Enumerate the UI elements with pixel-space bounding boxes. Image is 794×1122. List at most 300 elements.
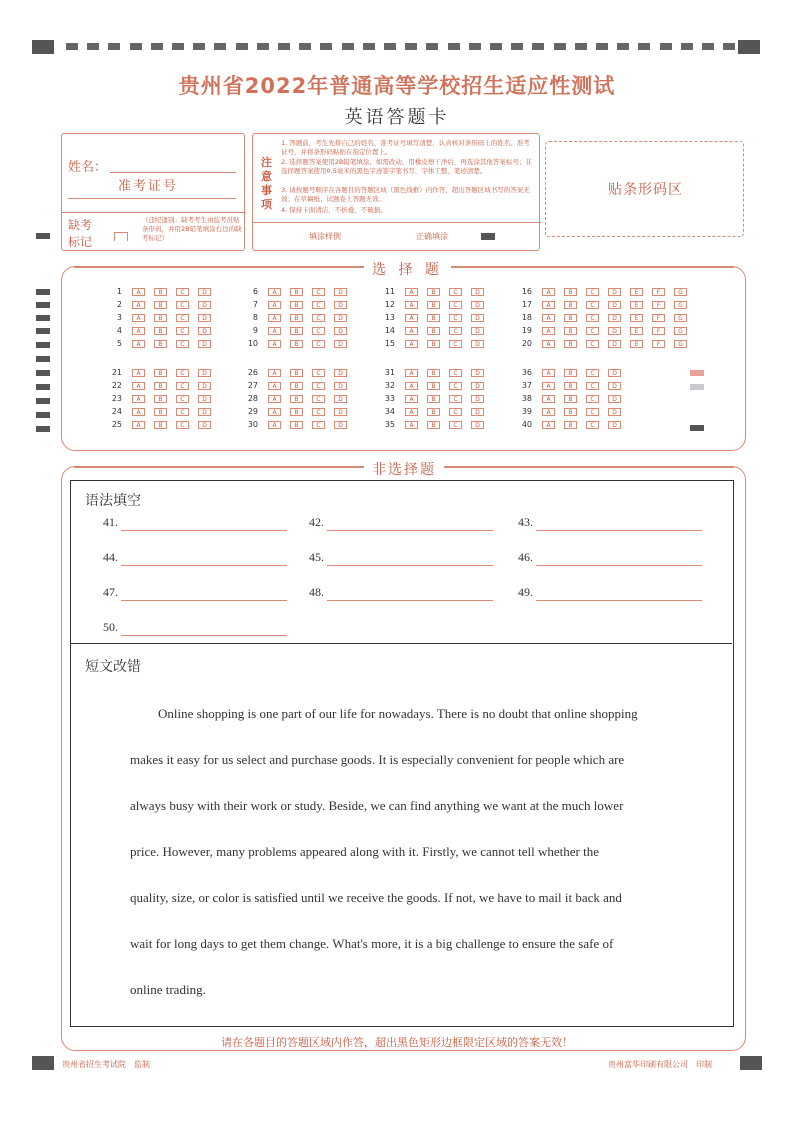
option-bubble-c[interactable]: C [176,421,189,429]
option-bubble-b[interactable]: B [290,340,303,348]
option-bubble-g[interactable]: G [674,288,687,296]
question-number: 12 [384,300,395,309]
option-bubble-d[interactable]: D [198,382,211,390]
option-bubble-a[interactable]: A [405,327,418,335]
barcode-area [545,141,744,237]
timing-dash [342,43,354,50]
option-bubble-b[interactable]: B [427,369,440,377]
blank-answer-line[interactable] [536,600,702,601]
option-bubble-d[interactable]: D [198,327,211,335]
option-bubble-b[interactable]: B [154,301,167,309]
correction-title: 短文改错 [85,659,141,675]
timing-dash [405,43,417,50]
question-number: 2 [116,300,122,309]
name-label: 姓名： [68,160,108,175]
option-bubble-d[interactable]: D [471,314,484,322]
option-bubble-c[interactable]: C [312,421,325,429]
notice-1: 1. 答题前，考生先将自己的姓名、准考证号填写清楚，认真核对条形码上的姓名、准考证号，并将条形码粘贴在指定位置上。 [281,139,530,156]
option-bubble-d[interactable]: D [471,327,484,335]
option-bubble-c[interactable]: C [312,408,325,416]
option-bubble-a[interactable]: A [132,340,145,348]
footer-right: 贵州富华印刷有限公司 印制 [608,1060,712,1069]
question-number: 24 [111,407,122,416]
blank-answer-line[interactable] [327,565,493,566]
option-bubble-d[interactable]: D [334,288,347,296]
option-bubble-a[interactable]: A [268,369,281,377]
option-bubble-d[interactable]: D [198,314,211,322]
blank-answer-line[interactable] [536,530,702,531]
option-bubble-b[interactable]: B [427,408,440,416]
option-bubble-c[interactable]: C [586,288,599,296]
blank-answer-line[interactable] [121,565,287,566]
fill-divider [253,222,541,223]
notice-2: 2. 选择题答案使用2B铅笔填涂，如需改动，用橡皮擦干净后，再选涂其他答案标号；非选择题答案使用0.5毫米的黑色字迹签字笔书写，字体工整、笔迹清楚。 [281,158,532,175]
option-bubble-a[interactable]: A [542,408,555,416]
option-bubble-d[interactable]: D [334,340,347,348]
option-bubble-b[interactable]: B [564,314,577,322]
option-bubble-b[interactable]: B [154,314,167,322]
absent-label-2: 标记 [68,235,93,249]
timing-dash [702,43,714,50]
option-bubble-d[interactable]: D [608,382,621,390]
notice-4: 4. 保持卡面清洁，不折叠，不破损。 [281,206,387,214]
option-bubble-b[interactable]: B [290,421,303,429]
option-bubble-a[interactable]: A [268,327,281,335]
side-timing-mark [36,315,50,321]
blank-answer-line[interactable] [327,530,493,531]
option-bubble-c[interactable]: C [586,340,599,348]
question-number: 3 [116,313,122,322]
name-line [110,172,236,173]
option-bubble-f[interactable]: F [652,314,665,322]
question-number: 39 [521,407,532,416]
option-bubble-a[interactable]: A [132,327,145,335]
notice-3: 3. 请按题号顺序在各题目的答题区域（黑色线框）内作答，超出答题区域书写的答案无效；在草稿纸、试题卷上答题无效。 [281,186,530,203]
question-number: 23 [111,394,122,403]
option-bubble-b[interactable]: B [564,408,577,416]
timing-dash [236,43,248,50]
timing-dash [448,43,460,50]
question-number: 13 [384,313,395,322]
option-bubble-c[interactable]: C [449,369,462,377]
timing-dash [469,43,481,50]
option-bubble-b[interactable]: B [154,395,167,403]
option-bubble-d[interactable]: D [608,408,621,416]
option-bubble-a[interactable]: A [132,408,145,416]
absent-mark-box[interactable] [114,232,128,241]
option-bubble-a[interactable]: A [132,314,145,322]
option-bubble-d[interactable]: D [334,395,347,403]
timing-dash [575,43,587,50]
option-bubble-g[interactable]: G [674,314,687,322]
card-subtitle: 英语答题卡 [344,107,450,128]
grammar-title: 语法填空 [85,493,141,509]
option-bubble-b[interactable]: B [427,314,440,322]
timing-dash [681,43,693,50]
option-bubble-c[interactable]: C [449,301,462,309]
option-bubble-d[interactable]: D [334,327,347,335]
option-bubble-c[interactable]: C [176,340,189,348]
side-timing-mark [36,370,50,376]
option-bubble-a[interactable]: A [268,395,281,403]
blank-number: 43. [518,515,533,529]
side-timing-mark [36,426,50,432]
option-bubble-d[interactable]: D [334,301,347,309]
question-number: 26 [247,368,258,377]
timing-dash [66,43,78,50]
option-bubble-c[interactable]: C [586,408,599,416]
question-number: 11 [384,287,395,296]
option-bubble-d[interactable]: D [198,301,211,309]
option-bubble-c[interactable]: C [449,421,462,429]
option-bubble-b[interactable]: B [290,327,303,335]
option-bubble-b[interactable]: B [427,421,440,429]
side-timing-mark [36,342,50,348]
option-bubble-c[interactable]: C [312,301,325,309]
option-bubble-f[interactable]: F [652,340,665,348]
option-bubble-b[interactable]: B [564,395,577,403]
question-number: 5 [116,339,122,348]
option-bubble-c[interactable]: C [176,327,189,335]
option-bubble-c[interactable]: C [176,408,189,416]
option-bubble-d[interactable]: D [608,340,621,348]
question-number: 15 [384,339,395,348]
option-bubble-a[interactable]: A [268,314,281,322]
option-bubble-c[interactable]: C [449,395,462,403]
timing-dash [596,43,608,50]
option-bubble-b[interactable]: B [154,340,167,348]
option-bubble-a[interactable]: A [542,395,555,403]
option-bubble-d[interactable]: D [471,421,484,429]
grammar-divider [71,643,732,644]
side-timing-mark [36,356,50,362]
essay-line: price. However, many problems appeared along with it. Firstly, we cannot tell whether the [130,844,600,859]
question-number: 25 [111,420,122,429]
option-bubble-b[interactable]: B [427,395,440,403]
option-bubble-e[interactable]: E [630,301,643,309]
option-bubble-b[interactable]: B [290,382,303,390]
option-bubble-d[interactable]: D [198,369,211,377]
option-bubble-d[interactable]: D [608,369,621,377]
question-number: 40 [521,420,532,429]
option-bubble-c[interactable]: C [176,369,189,377]
option-bubble-d[interactable]: D [471,340,484,348]
option-bubble-b[interactable]: B [290,395,303,403]
option-bubble-a[interactable]: A [405,421,418,429]
question-number: 22 [111,381,122,390]
option-bubble-a[interactable]: A [542,340,555,348]
option-bubble-d[interactable]: D [334,314,347,322]
option-bubble-d[interactable]: D [608,327,621,335]
option-bubble-d[interactable]: D [471,288,484,296]
timing-dash [130,43,142,50]
option-bubble-g[interactable]: G [674,301,687,309]
option-bubble-c[interactable]: C [176,395,189,403]
option-bubble-a[interactable]: A [542,314,555,322]
option-bubble-c[interactable]: C [586,301,599,309]
option-bubble-b[interactable]: B [154,288,167,296]
question-number: 33 [384,394,395,403]
side-timing-mark [36,398,50,404]
blank-number: 41. [103,515,118,529]
option-bubble-b[interactable]: B [290,288,303,296]
option-bubble-c[interactable]: C [449,408,462,416]
option-bubble-a[interactable]: A [132,301,145,309]
option-bubble-c[interactable]: C [312,395,325,403]
option-bubble-d[interactable]: D [334,369,347,377]
option-bubble-c[interactable]: C [176,314,189,322]
option-bubble-b[interactable]: B [564,340,577,348]
question-number: 9 [252,326,258,335]
nonchoice-title: 非选择题 [364,459,444,479]
option-bubble-a[interactable]: A [405,288,418,296]
option-bubble-a[interactable]: A [268,340,281,348]
option-bubble-c[interactable]: C [176,301,189,309]
question-number: 19 [521,326,532,335]
option-bubble-b[interactable]: B [564,288,577,296]
side-timing-mark [36,302,50,308]
question-number: 4 [116,326,122,335]
option-bubble-b[interactable]: B [564,421,577,429]
exam-title: 贵州省2022年普通高等学校招生适应性测试 [178,74,616,98]
timing-dash [108,43,120,50]
option-bubble-b[interactable]: B [154,408,167,416]
essay-line: online trading. [130,982,206,997]
option-bubble-d[interactable]: D [198,340,211,348]
option-bubble-b[interactable]: B [427,288,440,296]
side-timing-mark [36,412,50,418]
option-bubble-b[interactable]: B [564,369,577,377]
timing-dash [172,43,184,50]
option-bubble-a[interactable]: A [268,288,281,296]
option-bubble-a[interactable]: A [268,382,281,390]
option-bubble-b[interactable]: B [154,382,167,390]
side-timing-mark [36,233,50,239]
option-bubble-b[interactable]: B [564,301,577,309]
blank-number: 47. [103,585,118,599]
option-bubble-b[interactable]: B [290,369,303,377]
option-bubble-a[interactable]: A [542,288,555,296]
question-number: 17 [521,300,532,309]
option-bubble-f[interactable]: F [652,327,665,335]
bottom-left-corner-mark [32,1056,54,1070]
top-left-corner-mark [32,40,54,54]
question-number: 8 [252,313,258,322]
top-right-corner-mark [738,40,760,54]
question-number: 37 [521,381,532,390]
option-bubble-b[interactable]: B [564,382,577,390]
footer-left: 贵州省招生考试院 监制 [62,1060,150,1069]
option-bubble-c[interactable]: C [312,288,325,296]
option-bubble-d[interactable]: D [471,382,484,390]
timing-dash [320,43,332,50]
essay-line: Online shopping is one part of our life for nowadays. There is no doubt that online shopping [158,706,638,721]
option-bubble-d[interactable]: D [471,301,484,309]
option-bubble-d[interactable]: D [198,421,211,429]
option-bubble-d[interactable]: D [198,408,211,416]
question-number: 34 [384,407,395,416]
option-bubble-d[interactable]: D [334,421,347,429]
option-bubble-a[interactable]: A [268,301,281,309]
option-bubble-c[interactable]: C [586,421,599,429]
option-bubble-g[interactable]: G [674,327,687,335]
option-bubble-d[interactable]: D [334,382,347,390]
blank-answer-line[interactable] [121,635,287,636]
footer-warning: 请在各题目的答题区域内作答，超出黑色矩形边框限定区域的答案无效！ [221,1036,573,1049]
option-bubble-g[interactable]: G [674,340,687,348]
option-bubble-c[interactable]: C [312,382,325,390]
option-bubble-a[interactable]: A [405,340,418,348]
option-bubble-a[interactable]: A [405,301,418,309]
option-bubble-b[interactable]: B [427,327,440,335]
option-bubble-d[interactable]: D [608,288,621,296]
question-number: 31 [384,368,395,377]
option-bubble-a[interactable]: A [132,382,145,390]
option-bubble-a[interactable]: A [268,408,281,416]
option-bubble-d[interactable]: D [198,288,211,296]
question-number: 36 [521,368,532,377]
blank-number: 50. [103,620,118,634]
question-number: 21 [111,368,122,377]
option-bubble-b[interactable]: B [290,301,303,309]
option-bubble-b[interactable]: B [427,382,440,390]
timing-dash [723,43,735,50]
timing-dash [257,43,269,50]
blank-answer-line[interactable] [536,565,702,566]
absent-note: （违纪遗别：缺考考生由监考员贴条形码，并用2B铅笔填涂右边的缺考标记） [142,216,242,242]
student-info-box [61,133,245,251]
option-bubble-c[interactable]: C [586,314,599,322]
option-bubble-d[interactable]: D [471,408,484,416]
blank-answer-line[interactable] [121,600,287,601]
exam-number-label: 准考证号 [118,179,179,194]
absent-divider [62,212,246,213]
option-bubble-c[interactable]: C [449,382,462,390]
option-bubble-f[interactable]: F [652,301,665,309]
option-bubble-a[interactable]: A [405,408,418,416]
timing-dash [554,43,566,50]
option-bubble-b[interactable]: B [154,369,167,377]
option-bubble-d[interactable]: D [608,301,621,309]
absent-label: 缺考 [68,218,93,232]
correct-fill-sample [481,233,495,240]
option-bubble-a[interactable]: A [405,395,418,403]
option-bubble-a[interactable]: A [132,421,145,429]
option-bubble-c[interactable]: C [449,327,462,335]
option-bubble-e[interactable]: E [630,288,643,296]
timing-dash [384,43,396,50]
option-bubble-b[interactable]: B [290,314,303,322]
color-mark-dark [690,425,704,431]
side-timing-mark [36,289,50,295]
blank-number: 49. [518,585,533,599]
option-bubble-c[interactable]: C [312,327,325,335]
option-bubble-a[interactable]: A [132,288,145,296]
option-bubble-a[interactable]: A [132,395,145,403]
option-bubble-b[interactable]: B [564,327,577,335]
option-bubble-d[interactable]: D [334,408,347,416]
option-bubble-a[interactable]: A [542,327,555,335]
timing-dash [532,43,544,50]
timing-dash [363,43,375,50]
notice-heading: 注意事项 [261,156,272,211]
option-bubble-b[interactable]: B [154,327,167,335]
question-number: 1 [116,287,122,296]
question-number: 30 [247,420,258,429]
option-bubble-c[interactable]: C [586,382,599,390]
option-bubble-c[interactable]: C [312,369,325,377]
timing-dash [299,43,311,50]
option-bubble-b[interactable]: B [427,301,440,309]
option-bubble-c[interactable]: C [586,327,599,335]
option-bubble-e[interactable]: E [630,314,643,322]
option-bubble-a[interactable]: A [542,301,555,309]
option-bubble-e[interactable]: E [630,340,643,348]
option-bubble-c[interactable]: C [449,314,462,322]
question-number: 35 [384,420,395,429]
exam-number-line [68,198,236,199]
option-bubble-b[interactable]: B [290,408,303,416]
essay-line: always busy with their work or study. Beside, we can find anything we want at the much lower [130,798,624,813]
question-number: 32 [384,381,395,390]
option-bubble-a[interactable]: A [542,382,555,390]
option-bubble-d[interactable]: D [471,369,484,377]
color-mark-gray [690,384,704,390]
option-bubble-c[interactable]: C [312,314,325,322]
notices-box [252,133,540,251]
option-bubble-d[interactable]: D [608,421,621,429]
question-number: 20 [521,339,532,348]
option-bubble-c[interactable]: C [586,395,599,403]
essay-line: makes it easy for us select and purchase goods. It is especially convenient for people which are [130,752,625,767]
option-bubble-d[interactable]: D [471,395,484,403]
question-number: 27 [247,381,258,390]
option-bubble-d[interactable]: D [608,395,621,403]
timing-dash [151,43,163,50]
essay-line: quality, size, or color is satisfied until we receive the goods. If not, we have to mail it back and [130,890,622,905]
option-bubble-a[interactable]: A [405,314,418,322]
timing-dash [87,43,99,50]
blank-answer-line[interactable] [121,530,287,531]
option-bubble-a[interactable]: A [405,382,418,390]
option-bubble-a[interactable]: A [132,369,145,377]
question-number: 7 [252,300,258,309]
option-bubble-c[interactable]: C [176,288,189,296]
question-number: 29 [247,407,258,416]
option-bubble-e[interactable]: E [630,327,643,335]
question-number: 28 [247,394,258,403]
side-timing-mark [36,328,50,334]
option-bubble-c[interactable]: C [449,288,462,296]
fill-example-label: 填涂样例 [309,232,341,241]
option-bubble-b[interactable]: B [154,421,167,429]
option-bubble-a[interactable]: A [268,421,281,429]
option-bubble-c[interactable]: C [586,369,599,377]
option-bubble-b[interactable]: B [427,340,440,348]
option-bubble-a[interactable]: A [542,421,555,429]
option-bubble-c[interactable]: C [176,382,189,390]
timing-dash [278,43,290,50]
option-bubble-a[interactable]: A [542,369,555,377]
option-bubble-a[interactable]: A [405,369,418,377]
option-bubble-d[interactable]: D [608,314,621,322]
option-bubble-f[interactable]: F [652,288,665,296]
question-number: 6 [252,287,258,296]
option-bubble-c[interactable]: C [449,340,462,348]
option-bubble-c[interactable]: C [312,340,325,348]
blank-answer-line[interactable] [327,600,493,601]
option-bubble-d[interactable]: D [198,395,211,403]
